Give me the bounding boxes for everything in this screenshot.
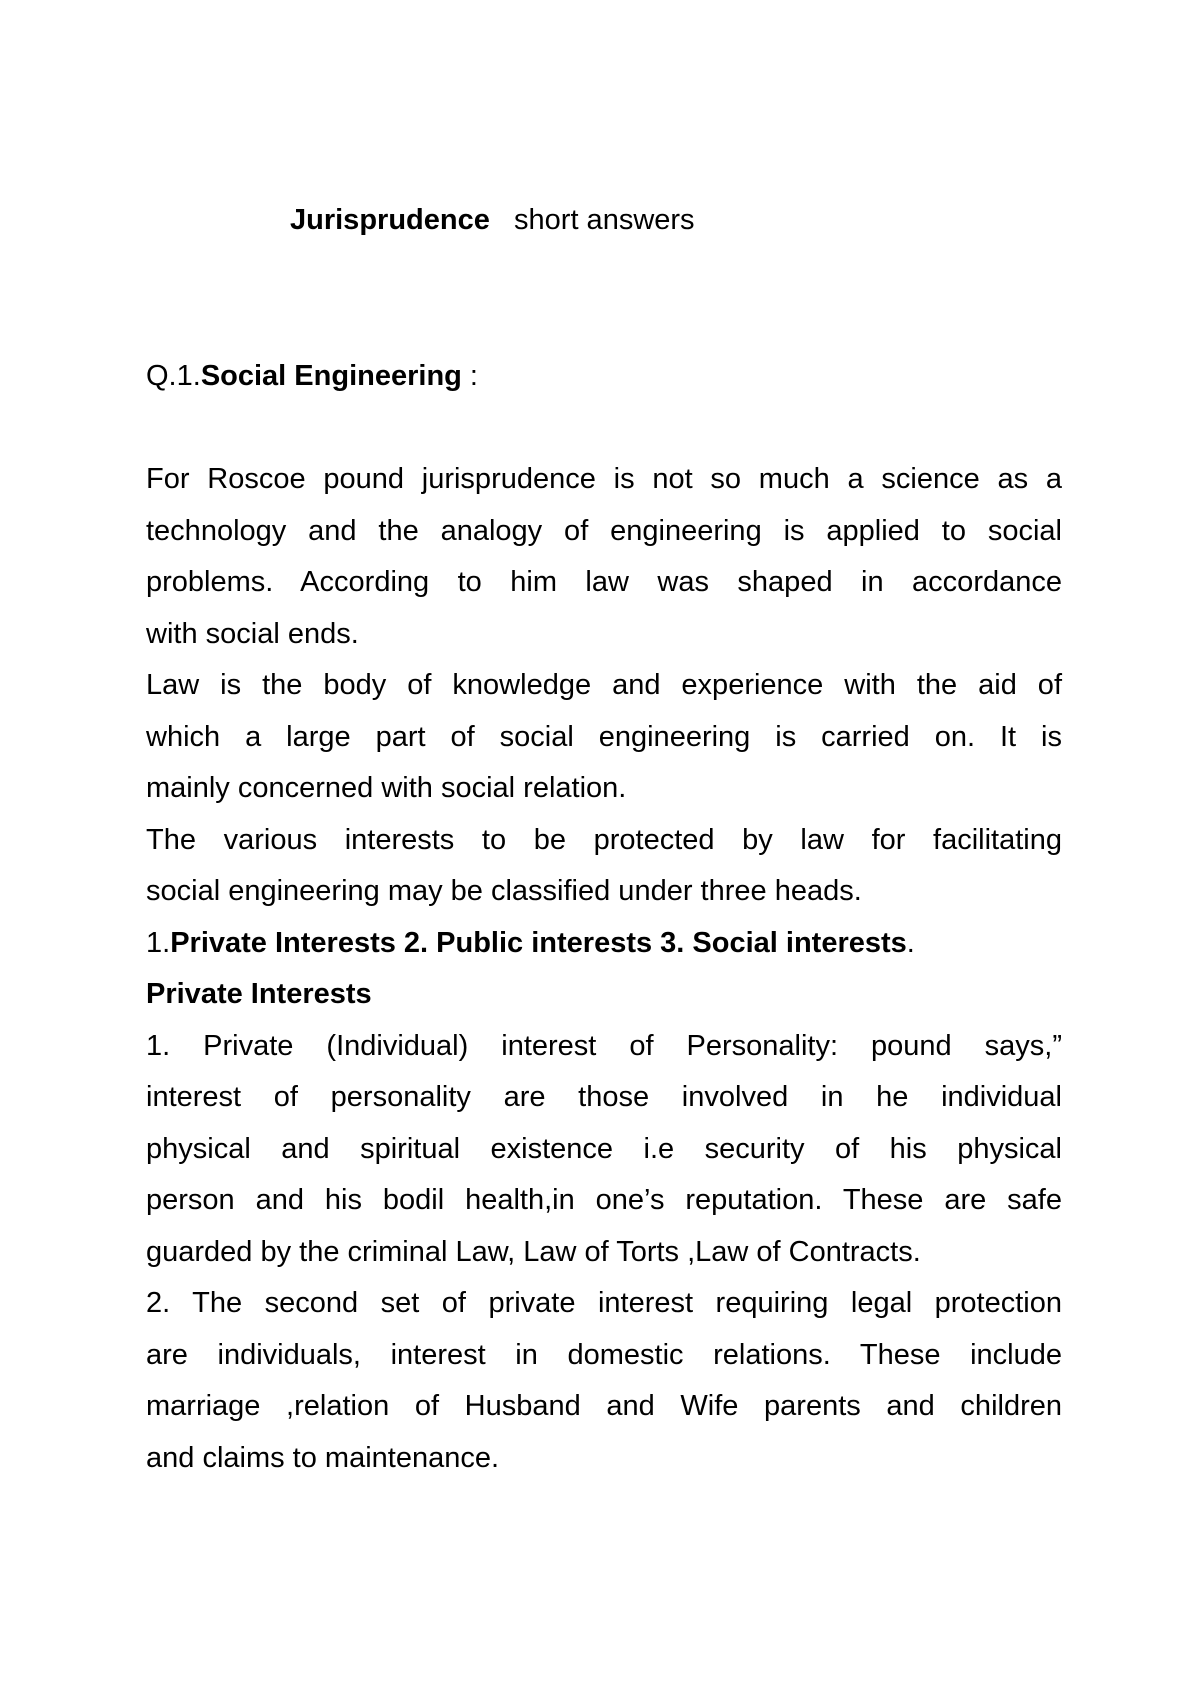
title-rest-part: short answers [514,204,695,236]
text-line: guarded by the criminal Law, Law of Torts ,Law of Contracts. [146,1235,921,1268]
section-heading-private-interests: Private Interests [146,978,372,1010]
text-line: The various interests to be protected by law for facilitating [146,823,1062,856]
interest-heads-line [146,918,1062,970]
title-bold-part: Jurisprudence [290,204,490,236]
text-line: technology and the analogy of engineering is applied to social [146,514,1062,547]
question-heading [146,356,478,396]
document-title [290,200,695,240]
text-line: 1. Private (Individual) interest of Personality: pound says,” [146,1029,1062,1062]
heads-list: Private Interests 2. Public interests 3. Social interests [170,926,907,959]
text-line: For Roscoe pound jurisprudence is not so much a science as a [146,463,1062,495]
text-line: which a large part of social engineering is carried on. It is [146,720,1062,753]
question-title: Social Engineering [200,360,462,392]
text-line: with social ends. [146,617,359,650]
text-line: physical and spiritual existence i.e security of his physical [146,1132,1062,1165]
heads-number: 1. [146,926,171,959]
heads-end: . [906,926,915,959]
text-line: interest of personality are those involved in he individual [146,1081,1062,1113]
answer-body [146,454,1062,1484]
text-line: mainly concerned with social relation. [146,772,627,804]
text-line: and claims to maintenance. [146,1441,500,1474]
text-line: 2. The second set of private interest requiring legal protection [146,1287,1062,1319]
text-line: Law is the body of knowledge and experience with the aid of [146,669,1062,701]
question-number: Q.1. [146,360,201,392]
text-line: social engineering may be classified under three heads. [146,875,862,907]
text-line: problems. According to him law was shaped in accordance [146,566,1062,598]
text-line: are individuals, interest in domestic relations. These include [146,1338,1062,1371]
question-colon: : [461,360,478,392]
text-line: marriage ,relation of Husband and Wife parents and children [146,1390,1062,1422]
text-line: person and his bodil health,in one’s reputation. These are safe [146,1184,1062,1216]
